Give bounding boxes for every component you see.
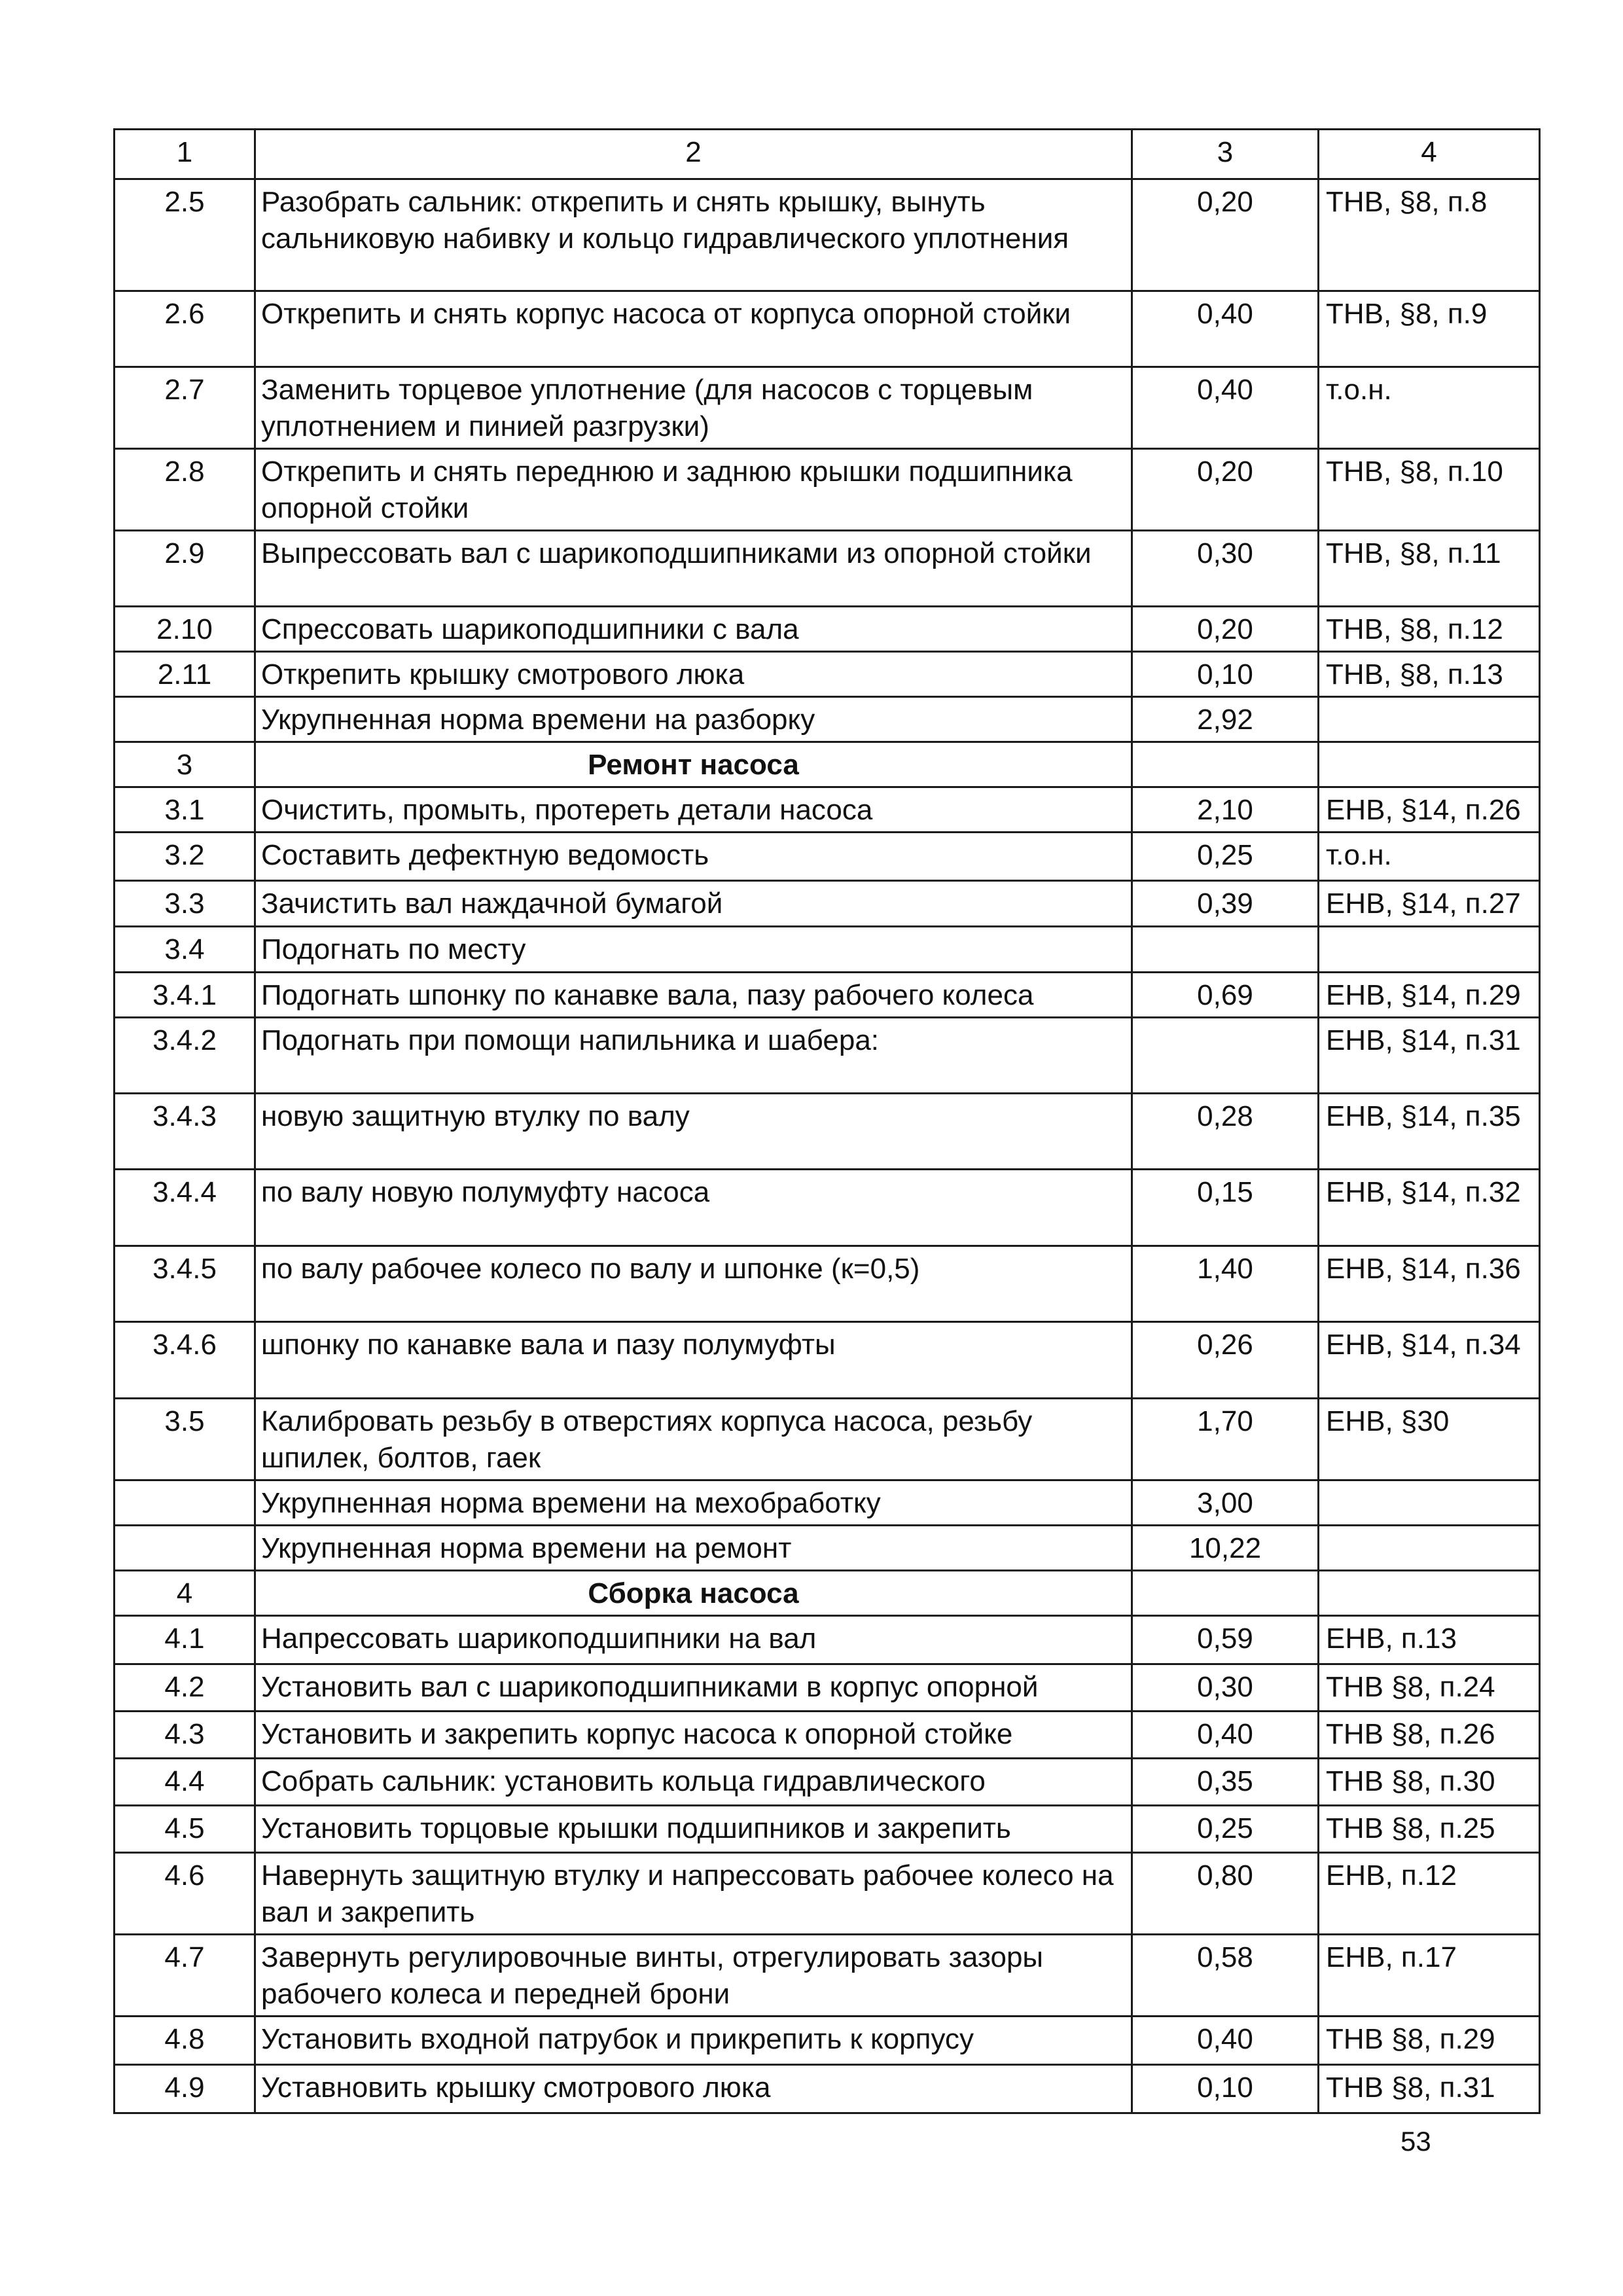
- row-reference-cell: ТНВ §8, п.25: [1319, 1806, 1540, 1853]
- row-description-cell: Заменить торцевое уплотнение (для насосов с торцевым уплотнением и пинией разгрузки): [255, 367, 1132, 449]
- row-time-norm-cell: 0,25: [1132, 833, 1319, 881]
- row-time-norm-cell: 1,40: [1132, 1246, 1319, 1322]
- table-row: [115, 1935, 1540, 2017]
- row-time-norm-cell: 0,39: [1132, 881, 1319, 927]
- row-number-cell: 4.8: [115, 2017, 255, 2065]
- row-number-cell: [115, 1526, 255, 1571]
- table-row: [115, 787, 1540, 833]
- table-row: [115, 1571, 1540, 1616]
- header-cell: 3: [1132, 130, 1319, 179]
- table-row: [115, 1853, 1540, 1935]
- row-time-norm-cell: 0,15: [1132, 1170, 1319, 1246]
- row-reference-cell: [1319, 697, 1540, 742]
- row-reference-cell: ЕНВ, §14, п.29: [1319, 973, 1540, 1018]
- table-row: [115, 927, 1540, 973]
- row-time-norm-cell: [1132, 927, 1319, 973]
- row-description-cell: Укрупненная норма времени на ремонт: [255, 1526, 1132, 1571]
- table-row: [115, 607, 1540, 652]
- row-number-cell: 4.9: [115, 2065, 255, 2113]
- row-number-cell: 3: [115, 742, 255, 787]
- row-reference-cell: ТНВ §8, п.31: [1319, 2065, 1540, 2113]
- table-row: [115, 1246, 1540, 1322]
- table-row: [115, 1526, 1540, 1571]
- row-number-cell: [115, 1480, 255, 1526]
- table-header-row: [115, 130, 1540, 179]
- row-time-norm-cell: 0,40: [1132, 2017, 1319, 2065]
- table-row: [115, 291, 1540, 367]
- table-row: [115, 881, 1540, 927]
- row-reference-cell: ЕНВ, §14, п.31: [1319, 1018, 1540, 1094]
- row-description-cell: Уставновить крышку смотрового люка: [255, 2065, 1132, 2113]
- row-description-cell: Подогнать по месту: [255, 927, 1132, 973]
- row-time-norm-cell: 0,40: [1132, 1712, 1319, 1759]
- table-row: [115, 367, 1540, 449]
- row-reference-cell: ЕНВ, §30: [1319, 1399, 1540, 1480]
- row-reference-cell: ЕНВ, §14, п.34: [1319, 1322, 1540, 1399]
- row-description-cell: Навернуть защитную втулку и напрессовать рабочее колесо на вал и закрепить: [255, 1853, 1132, 1935]
- row-time-norm-cell: 10,22: [1132, 1526, 1319, 1571]
- table-row: [115, 652, 1540, 697]
- row-number-cell: 4.3: [115, 1712, 255, 1759]
- table-row: [115, 742, 1540, 787]
- row-reference-cell: ТНВ, §8, п.13: [1319, 652, 1540, 697]
- row-description-cell: Калибровать резьбу в отверстиях корпуса насоса, резьбу шпилек, болтов, гаек: [255, 1399, 1132, 1480]
- row-reference-cell: ТНВ §8, п.29: [1319, 2017, 1540, 2065]
- row-reference-cell: т.о.н.: [1319, 367, 1540, 449]
- table-row: [115, 1664, 1540, 1712]
- row-number-cell: 3.5: [115, 1399, 255, 1480]
- row-time-norm-cell: 0,10: [1132, 652, 1319, 697]
- table-row: [115, 1480, 1540, 1526]
- row-number-cell: 2.10: [115, 607, 255, 652]
- row-number-cell: 2.11: [115, 652, 255, 697]
- row-number-cell: 3.4.1: [115, 973, 255, 1018]
- row-number-cell: 3.4: [115, 927, 255, 973]
- row-description-cell: Установить входной патрубок и прикрепить к корпусу: [255, 2017, 1132, 2065]
- row-reference-cell: [1319, 1526, 1540, 1571]
- row-description-cell: новую защитную втулку по валу: [255, 1094, 1132, 1170]
- table-row: [115, 1712, 1540, 1759]
- row-time-norm-cell: 0,80: [1132, 1853, 1319, 1935]
- table-row: [115, 833, 1540, 881]
- table-row: [115, 1094, 1540, 1170]
- header-cell: 1: [115, 130, 255, 179]
- row-number-cell: 4.5: [115, 1806, 255, 1853]
- row-number-cell: 2.9: [115, 531, 255, 607]
- row-description-cell: Спрессовать шарикоподшипники с вала: [255, 607, 1132, 652]
- row-time-norm-cell: [1132, 1018, 1319, 1094]
- row-number-cell: 3.1: [115, 787, 255, 833]
- row-reference-cell: [1319, 927, 1540, 973]
- row-number-cell: 4.6: [115, 1853, 255, 1935]
- row-description-cell: Установить и закрепить корпус насоса к опорной стойке: [255, 1712, 1132, 1759]
- row-time-norm-cell: [1132, 742, 1319, 787]
- row-description-cell: Открепить крышку смотрового люка: [255, 652, 1132, 697]
- row-description-cell: Выпрессовать вал с шарикоподшипниками из опорной стойки: [255, 531, 1132, 607]
- row-description-cell: Установить торцовые крышки подшипников и закрепить: [255, 1806, 1132, 1853]
- row-number-cell: 2.5: [115, 179, 255, 291]
- row-description-cell: по валу рабочее колесо по валу и шпонке (к=0,5): [255, 1246, 1132, 1322]
- row-time-norm-cell: 3,00: [1132, 1480, 1319, 1526]
- norms-table: [113, 128, 1541, 2114]
- table-row: [115, 1616, 1540, 1664]
- row-reference-cell: ЕНВ, п.17: [1319, 1935, 1540, 2017]
- row-number-cell: 3.4.2: [115, 1018, 255, 1094]
- row-time-norm-cell: 0,58: [1132, 1935, 1319, 2017]
- row-reference-cell: ТНВ §8, п.24: [1319, 1664, 1540, 1712]
- row-time-norm-cell: 0,30: [1132, 531, 1319, 607]
- row-description-cell: Укрупненная норма времени на мехобработку: [255, 1480, 1132, 1526]
- row-description-cell: Подогнать при помощи напильника и шабера:: [255, 1018, 1132, 1094]
- row-description-cell: Зачистить вал наждачной бумагой: [255, 881, 1132, 927]
- row-reference-cell: ТНВ, §8, п.11: [1319, 531, 1540, 607]
- row-time-norm-cell: 0,69: [1132, 973, 1319, 1018]
- row-number-cell: 3.3: [115, 881, 255, 927]
- table-row: [115, 697, 1540, 742]
- table-row: [115, 2017, 1540, 2065]
- row-time-norm-cell: 2,92: [1132, 697, 1319, 742]
- row-reference-cell: ЕНВ, §14, п.27: [1319, 881, 1540, 927]
- row-time-norm-cell: 0,28: [1132, 1094, 1319, 1170]
- row-number-cell: 3.4.6: [115, 1322, 255, 1399]
- row-number-cell: 4.4: [115, 1759, 255, 1806]
- row-number-cell: 4.2: [115, 1664, 255, 1712]
- row-description-cell: Собрать сальник: установить кольца гидравлического: [255, 1759, 1132, 1806]
- row-time-norm-cell: 0,30: [1132, 1664, 1319, 1712]
- row-time-norm-cell: 2,10: [1132, 787, 1319, 833]
- row-reference-cell: ТНВ §8, п.30: [1319, 1759, 1540, 1806]
- header-cell: 4: [1319, 130, 1540, 179]
- table-row: [115, 1322, 1540, 1399]
- row-time-norm-cell: 0,59: [1132, 1616, 1319, 1664]
- row-number-cell: 4.1: [115, 1616, 255, 1664]
- row-reference-cell: ЕНВ, п.13: [1319, 1616, 1540, 1664]
- row-time-norm-cell: 1,70: [1132, 1399, 1319, 1480]
- row-description-cell: Разобрать сальник: открепить и снять крышку, вынуть сальниковую набивку и кольцо гидравлического уплотнения: [255, 179, 1132, 291]
- row-reference-cell: [1319, 1571, 1540, 1616]
- row-reference-cell: т.о.н.: [1319, 833, 1540, 881]
- header-cell: 2: [255, 130, 1132, 179]
- table-row: [115, 1759, 1540, 1806]
- row-number-cell: 4: [115, 1571, 255, 1616]
- table-row: [115, 2065, 1540, 2113]
- row-number-cell: 3.4.3: [115, 1094, 255, 1170]
- row-time-norm-cell: 0,20: [1132, 607, 1319, 652]
- row-reference-cell: ТНВ, §8, п.8: [1319, 179, 1540, 291]
- row-reference-cell: [1319, 742, 1540, 787]
- row-description-cell: Открепить и снять корпус насоса от корпуса опорной стойки: [255, 291, 1132, 367]
- row-time-norm-cell: 0,40: [1132, 367, 1319, 449]
- row-number-cell: 2.6: [115, 291, 255, 367]
- row-description-cell: Составить дефектную ведомость: [255, 833, 1132, 881]
- row-time-norm-cell: 0,10: [1132, 2065, 1319, 2113]
- row-description-cell: Установить вал с шарикоподшипниками в корпус опорной: [255, 1664, 1132, 1712]
- row-reference-cell: ТНВ §8, п.26: [1319, 1712, 1540, 1759]
- row-description-cell: Ремонт насоса: [255, 742, 1132, 787]
- row-reference-cell: ЕНВ, §14, п.36: [1319, 1246, 1540, 1322]
- table-row: [115, 973, 1540, 1018]
- row-reference-cell: ТНВ, §8, п.10: [1319, 449, 1540, 531]
- row-reference-cell: [1319, 1480, 1540, 1526]
- row-time-norm-cell: 0,20: [1132, 449, 1319, 531]
- row-reference-cell: ТНВ, §8, п.9: [1319, 291, 1540, 367]
- row-description-cell: Напрессовать шарикоподшипники на вал: [255, 1616, 1132, 1664]
- row-time-norm-cell: 0,25: [1132, 1806, 1319, 1853]
- row-description-cell: Подогнать шпонку по канавке вала, пазу рабочего колеса: [255, 973, 1132, 1018]
- row-number-cell: 3.4.4: [115, 1170, 255, 1246]
- table-row: [115, 1170, 1540, 1246]
- table-row: [115, 1018, 1540, 1094]
- row-number-cell: 2.7: [115, 367, 255, 449]
- table-row: [115, 1806, 1540, 1853]
- row-description-cell: Сборка насоса: [255, 1571, 1132, 1616]
- row-number-cell: 3.4.5: [115, 1246, 255, 1322]
- row-description-cell: шпонку по канавке вала и пазу полумуфты: [255, 1322, 1132, 1399]
- row-reference-cell: ЕНВ, §14, п.26: [1319, 787, 1540, 833]
- table-row: [115, 179, 1540, 291]
- row-time-norm-cell: 0,20: [1132, 179, 1319, 291]
- table-row: [115, 531, 1540, 607]
- row-time-norm-cell: 0,40: [1132, 291, 1319, 367]
- row-description-cell: по валу новую полумуфту насоса: [255, 1170, 1132, 1246]
- page-number: 53: [1400, 2126, 1431, 2157]
- row-number-cell: 3.2: [115, 833, 255, 881]
- row-number-cell: 4.7: [115, 1935, 255, 2017]
- row-reference-cell: ТНВ, §8, п.12: [1319, 607, 1540, 652]
- row-description-cell: Очистить, промыть, протереть детали насоса: [255, 787, 1132, 833]
- row-time-norm-cell: 0,35: [1132, 1759, 1319, 1806]
- row-reference-cell: ЕНВ, §14, п.35: [1319, 1094, 1540, 1170]
- table-row: [115, 1399, 1540, 1480]
- row-description-cell: Укрупненная норма времени на разборку: [255, 697, 1132, 742]
- row-description-cell: Завернуть регулировочные винты, отрегулировать зазоры рабочего колеса и передней брони: [255, 1935, 1132, 2017]
- row-reference-cell: ЕНВ, п.12: [1319, 1853, 1540, 1935]
- table-row: [115, 449, 1540, 531]
- row-number-cell: [115, 697, 255, 742]
- row-time-norm-cell: [1132, 1571, 1319, 1616]
- row-description-cell: Открепить и снять переднюю и заднюю крышки подшипника опорной стойки: [255, 449, 1132, 531]
- row-time-norm-cell: 0,26: [1132, 1322, 1319, 1399]
- row-number-cell: 2.8: [115, 449, 255, 531]
- row-reference-cell: ЕНВ, §14, п.32: [1319, 1170, 1540, 1246]
